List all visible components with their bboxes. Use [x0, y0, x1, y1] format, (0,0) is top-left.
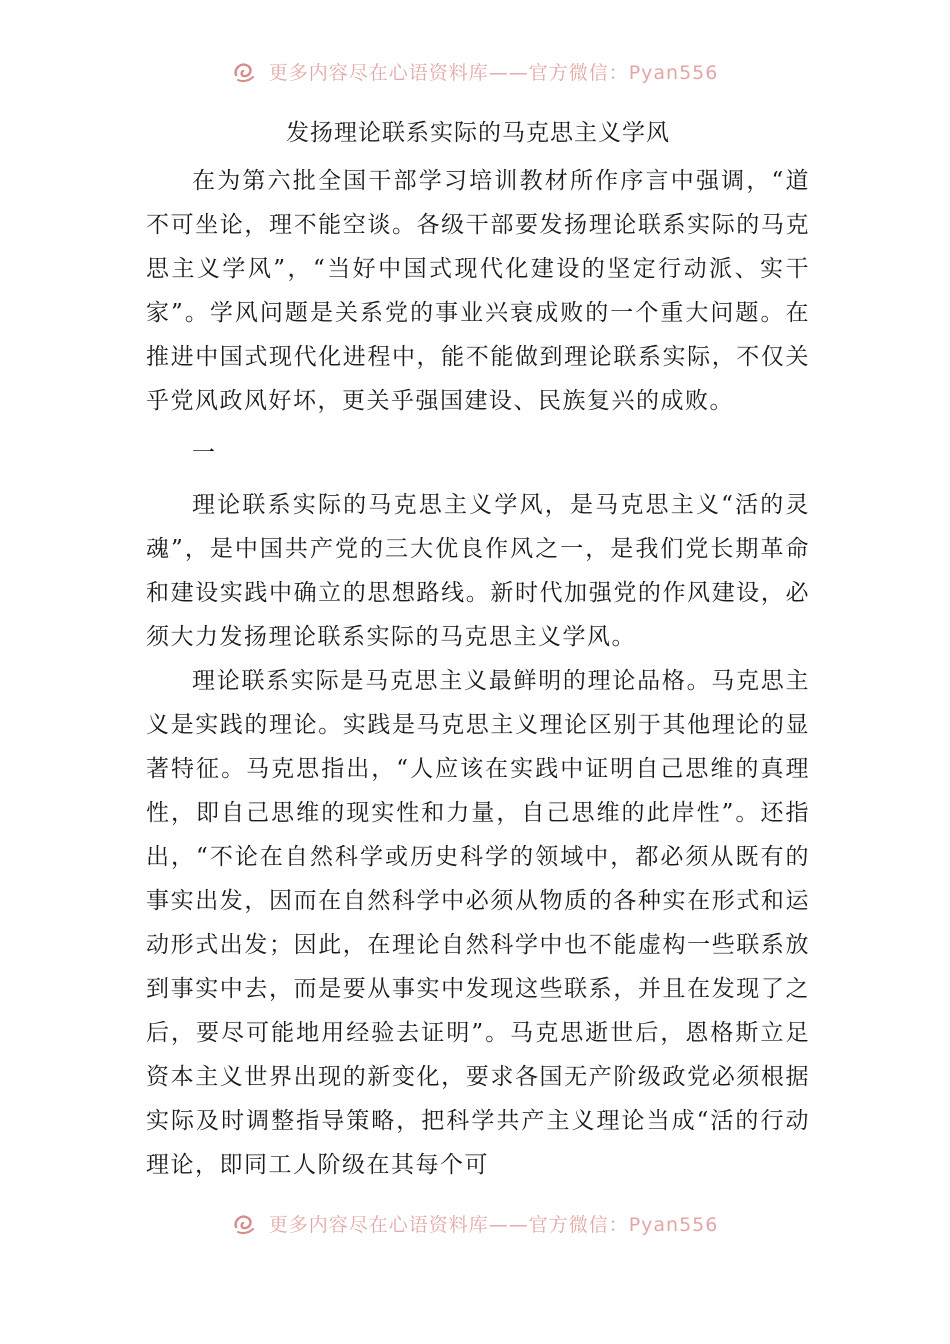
paragraph-2: 理论联系实际是马克思主义最鲜明的理论品格。马克思主义是实践的理论。实践是马克思主义理论区别于其他理论的显著特征。马克思指出，“人应该在实践中证明自己思维的真理性，即自己思维的现实性和力量，自己思维的此岸性”。还指出，“不论在自然科学或历史科学的领域中，都必须从既有的事实出发，因而在自然科学中必须从物质的各种实在形式和运动形式出发；因此，在理论自然科学中也不能虚构一些联系放到事实中去，而是要从事实中发现这些联系，并且在发现了之后，要尽可能地用经验去证明”。马克思逝世后，恩格斯立足资本主义世界出现的新变化，要求各国无产阶级政党必须根据实际及时调整指导策略，把科学共产主义理论当成“活的行动理论，即同工人阶级在其每个可	[146, 668, 810, 1178]
document-body	[146, 113, 810, 1187]
swirl-logo-icon	[232, 61, 256, 83]
watermark-header	[0, 58, 950, 88]
intro-paragraph: 在为第六批全国干部学习培训教材所作序言中强调，“道不可坐论，理不能空谈。各级干部要发扬理论联系实际的马克思主义学风”，“当好中国式现代化建设的坚定行动派、实干家”。学风问题是关系党的事业兴衰成败的一个重大问题。在推进中国式现代化进程中，能不能做到理论联系实际，不仅关乎党风政风好坏，更关乎强国建设、民族复兴的成败。	[146, 168, 810, 414]
section-marker: 一	[192, 440, 215, 466]
watermark-text: 更多内容尽在心语资料库——官方微信：Pyan556	[268, 1214, 719, 1236]
document-title: 发扬理论联系实际的马克思主义学风	[286, 120, 670, 146]
watermark-footer	[0, 1210, 950, 1240]
watermark-text: 更多内容尽在心语资料库——官方微信：Pyan556	[268, 62, 719, 84]
swirl-logo-icon	[232, 1213, 256, 1235]
paragraph-1: 理论联系实际的马克思主义学风，是马克思主义“活的灵魂”，是中国共产党的三大优良作风之一，是我们党长期革命和建设实践中确立的思想路线。新时代加强党的作风建设，必须大力发扬理论联系实际的马克思主义学风。	[146, 492, 810, 650]
